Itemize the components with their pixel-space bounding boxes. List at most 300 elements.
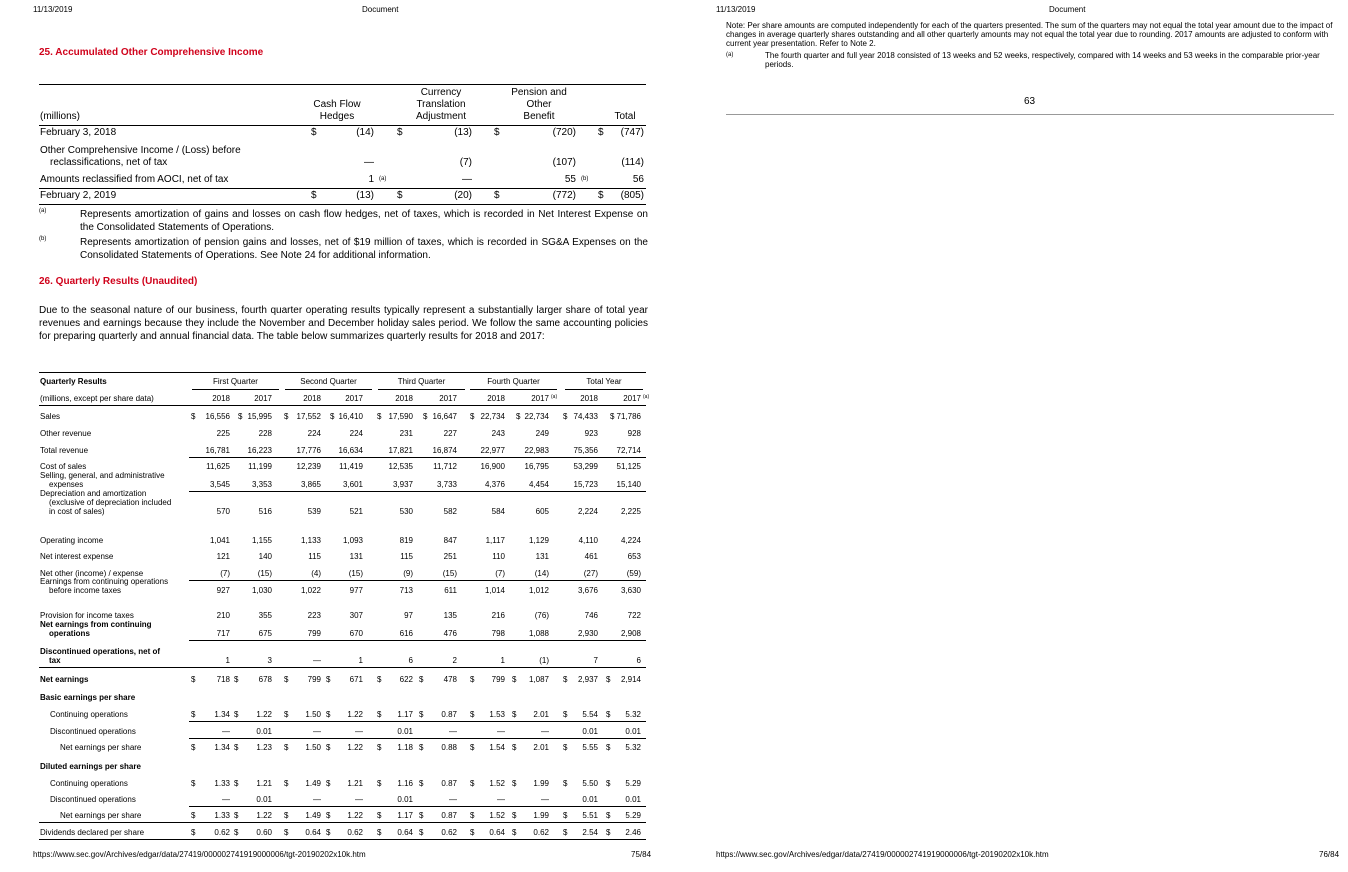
cell-value: 3,676 (577, 586, 598, 595)
dollar-sign: $ (234, 675, 239, 684)
cell-value: 1.50 (305, 710, 321, 719)
cell-value: 1,155 (251, 536, 272, 545)
cell-value: 0.87 (441, 710, 457, 719)
cell-value: 1,088 (528, 629, 549, 638)
section-25-heading: 25. Accumulated Other Comprehensive Income (39, 47, 264, 58)
cell-value: 22,983 (524, 446, 549, 455)
cell-value: 799 (491, 675, 505, 684)
header-rule (39, 405, 646, 406)
year-header: 2018 (395, 394, 413, 403)
cell-value: 0.01 (256, 795, 272, 804)
row-label: Total revenue (40, 446, 89, 455)
dollar-sign: $ (512, 710, 517, 719)
cell-value: 1.52 (489, 811, 505, 820)
cell-value: 1,087 (528, 675, 549, 684)
row-rule (189, 738, 646, 739)
dollar-sign: $ (191, 779, 196, 788)
cell-value: 1.53 (489, 710, 505, 719)
cell-value: 1.22 (256, 811, 272, 820)
row-label: Net earnings (40, 675, 89, 684)
cell-value: 5.32 (625, 710, 641, 719)
dollar-sign: $ (326, 811, 331, 820)
cell-value: 223 (307, 611, 321, 620)
cell-value: (9) (403, 569, 413, 578)
cell-value: 56 (632, 174, 644, 185)
quarter-group-header: First Quarter (213, 377, 258, 386)
cell-value: 16,874 (432, 446, 457, 455)
dollar-sign: $ (419, 779, 424, 788)
row-label: tax (49, 656, 61, 665)
row-rule (189, 640, 646, 641)
cell-value: 0.01 (582, 727, 598, 736)
cell-value: (4) (311, 569, 321, 578)
dollar-sign: $ (423, 412, 428, 421)
row-label: February 2, 2019 (40, 190, 117, 201)
cell-value: 1.54 (489, 743, 505, 752)
cell-value: 131 (349, 552, 363, 561)
cell-value: (15) (348, 569, 363, 578)
cell-value: 6 (636, 656, 641, 665)
cell-value: (7) (495, 569, 505, 578)
table-title: Quarterly Results (40, 377, 107, 386)
row-label: Sales (40, 412, 61, 421)
quarter-group-header: Third Quarter (397, 377, 446, 386)
year-header: 2017 (254, 394, 272, 403)
cell-value: 1.50 (305, 743, 321, 752)
cell-value: — (541, 727, 549, 736)
cell-value: — (222, 727, 230, 736)
cell-value: 355 (258, 611, 272, 620)
cell-value: 17,776 (296, 446, 321, 455)
cell-value: (15) (442, 569, 457, 578)
year-footnote-ref: (a) (551, 394, 558, 400)
dollar-sign: $ (377, 743, 382, 752)
dollar-sign: $ (191, 811, 196, 820)
cell-value: 582 (443, 507, 457, 516)
cell-value: 1,117 (485, 536, 505, 545)
cell-value: 4,224 (620, 536, 641, 545)
cell-value: 17,590 (388, 412, 413, 421)
cell-value: 653 (627, 552, 641, 561)
cell-value: 570 (216, 507, 230, 516)
row-label: Continuing operations (50, 779, 128, 788)
row-label: Basic earnings per share (40, 693, 136, 702)
column-header: Hedges (319, 111, 355, 122)
dollar-sign: $ (377, 412, 382, 421)
cell-value: 819 (399, 536, 413, 545)
row-label: Earnings from continuing operations (40, 577, 169, 586)
cell-value: 15,995 (247, 412, 272, 421)
dollar-sign: $ (234, 828, 239, 837)
dollar-sign: $ (284, 412, 289, 421)
cell-value: 2,930 (577, 629, 598, 638)
cell-value: 16,795 (524, 462, 549, 471)
row-label: Cost of sales (40, 462, 87, 471)
cell-value: 0.87 (441, 811, 457, 820)
cell-value: — (355, 795, 363, 804)
cell-value: 0.01 (397, 795, 413, 804)
cell-value: 16,781 (205, 446, 230, 455)
cell-value: 2.54 (582, 828, 598, 837)
cell-value: 530 (399, 507, 413, 516)
cell-value: 216 (491, 611, 505, 620)
row-label: February 3, 2018 (40, 127, 117, 138)
cell-value: 1,030 (251, 586, 272, 595)
cell-value: 1,012 (528, 586, 549, 595)
footnote-mark: (b) (39, 236, 47, 242)
cell-value: — (313, 727, 321, 736)
cell-value: 249 (535, 429, 549, 438)
cell-value: 678 (258, 675, 272, 684)
cell-value: — (541, 795, 549, 804)
row-label: in cost of sales) (49, 507, 105, 516)
dollar-sign: $ (191, 710, 196, 719)
dollar-sign: $ (563, 743, 568, 752)
column-header: Pension and (511, 87, 567, 98)
cell-value: 75,356 (573, 446, 598, 455)
cell-value: 670 (349, 629, 363, 638)
year-header: 2017 (531, 394, 549, 403)
cell-value: (13) (356, 190, 374, 201)
cell-value: 1.22 (347, 743, 363, 752)
header-date: 11/13/2019 (33, 5, 73, 14)
cell-value: 51,125 (616, 462, 641, 471)
cell-value: (114) (621, 157, 644, 168)
year-header: 2017 (439, 394, 457, 403)
footer-url[interactable]: https://www.sec.gov/Archives/edgar/data/27419/000002741919000006/tgt-20190202x10k.htm (716, 850, 1049, 859)
cell-value: — (355, 727, 363, 736)
year-footnote-ref: (a) (643, 394, 650, 400)
dollar-sign: $ (606, 828, 611, 837)
year-header: 2018 (580, 394, 598, 403)
cell-value: 717 (216, 629, 230, 638)
page-divider (726, 114, 1334, 115)
cell-value: 671 (349, 675, 363, 684)
cell-value: 97 (404, 611, 413, 620)
page-number: 63 (1024, 96, 1036, 107)
dollar-sign: $ (563, 412, 568, 421)
fiscal-weeks-footnote: The fourth quarter and full year 2018 consisted of 13 weeks and 52 weeks, respectively, compared with 14 weeks and 53 weeks in the comparable prior-year periods. (765, 51, 1320, 69)
row-rule (189, 721, 646, 722)
cell-value: 11,625 (206, 462, 230, 471)
row-label: Net earnings from continuing (40, 620, 152, 629)
dollar-sign: $ (512, 811, 517, 820)
row-label: Net earnings per share (60, 743, 142, 752)
cell-value: 16,647 (432, 412, 457, 421)
cell-value: 55 (564, 174, 576, 185)
cell-value: 16,900 (480, 462, 505, 471)
cell-value: 115 (308, 552, 321, 561)
quarterly-intro-paragraph: Due to the seasonal nature of our business, fourth quarter operating results typically represent a substantially larger share of total year revenues and earnings because they include the November and December holiday sales period. We follow the same accounting policies for preparing quarterly and annual financial data. The table below summarizes quarterly results for 2018 and 2017: (39, 305, 648, 342)
cell-value: 675 (258, 629, 272, 638)
cell-value: 799 (307, 629, 321, 638)
cell-value: 798 (491, 629, 505, 638)
cell-value: 135 (443, 611, 457, 620)
cell-value: 1.22 (347, 710, 363, 719)
cell-value: 53,299 (573, 462, 598, 471)
cell-value: — (497, 795, 505, 804)
dollar-sign: $ (516, 412, 521, 421)
cell-value: 12,239 (296, 462, 321, 471)
cell-value: 799 (307, 675, 321, 684)
cell-value: 7 (593, 656, 598, 665)
row-label: (exclusive of depreciation included (49, 498, 172, 507)
row-label: Other revenue (40, 429, 92, 438)
cell-value: (7) (220, 569, 230, 578)
cell-value: 1,129 (528, 536, 549, 545)
cell-value: 2,224 (577, 507, 598, 516)
cell-value: — (449, 795, 457, 804)
cell-value: 2,225 (620, 507, 641, 516)
cell-value: 847 (443, 536, 457, 545)
dollar-sign: $ (419, 675, 424, 684)
table-top-rule (39, 84, 646, 85)
cell-value: — (313, 656, 321, 665)
cell-value: 3,937 (392, 480, 413, 489)
cell-value: 0.62 (347, 828, 363, 837)
dollar-sign: $ (610, 412, 615, 421)
cell-value: 17,821 (388, 446, 413, 455)
dollar-sign: $ (191, 828, 196, 837)
cell-value: — (497, 727, 505, 736)
dollar-sign: $ (284, 743, 289, 752)
cell-value: 1.17 (397, 710, 413, 719)
cell-value: 0.01 (256, 727, 272, 736)
cell-value: 3,733 (436, 480, 457, 489)
dollar-sign: $ (377, 710, 382, 719)
header-title: Document (362, 5, 399, 14)
cell-value: (14) (356, 127, 374, 138)
cell-value: 461 (584, 552, 598, 561)
cell-value: 72,714 (616, 446, 641, 455)
dollar-sign: $ (470, 743, 475, 752)
dollar-sign: $ (326, 743, 331, 752)
dollar-sign: $ (284, 675, 289, 684)
cell-value: 0.87 (441, 779, 457, 788)
quarter-group-header: Total Year (586, 377, 622, 386)
row-label: Selling, general, and administrative (40, 471, 165, 480)
cell-value: 2,908 (620, 629, 641, 638)
dollar-sign: $ (330, 412, 335, 421)
cell-value: 1,014 (484, 586, 505, 595)
row-label: Provision for income taxes (40, 611, 134, 620)
cell-value: (20) (454, 190, 472, 201)
cell-value: 22,734 (524, 412, 549, 421)
dollar-sign: $ (563, 779, 568, 788)
footnote-ref: (b) (581, 176, 589, 182)
header-rule (39, 125, 646, 126)
column-header: Benefit (523, 111, 555, 122)
cell-value: (59) (626, 569, 641, 578)
cell-value: 5.55 (582, 743, 598, 752)
cell-value: 5.51 (582, 811, 598, 820)
row-label: Other Comprehensive Income / (Loss) before (40, 145, 241, 156)
cell-value: 516 (258, 507, 272, 516)
dollar-sign: $ (494, 190, 500, 201)
cell-value: 16,223 (247, 446, 272, 455)
cell-value: 605 (535, 507, 549, 516)
cell-value: 1 (368, 174, 374, 185)
row-label: Dividends declared per share (40, 828, 145, 837)
dollar-sign: $ (606, 779, 611, 788)
year-header: 2018 (212, 394, 230, 403)
dollar-sign: $ (377, 828, 382, 837)
quarter-group-header: Second Quarter (300, 377, 357, 386)
cell-value: 1.22 (347, 811, 363, 820)
dollar-sign: $ (470, 828, 475, 837)
cell-value: 0.62 (533, 828, 549, 837)
row-label: Continuing operations (50, 710, 128, 719)
cell-value: 74,433 (573, 412, 598, 421)
cell-value: 1.49 (305, 779, 321, 788)
dollar-sign: $ (606, 710, 611, 719)
dollar-sign: $ (563, 828, 568, 837)
dollar-sign: $ (563, 811, 568, 820)
cell-value: 1 (500, 656, 505, 665)
cell-value: 11,712 (433, 462, 457, 471)
cell-value: 227 (443, 429, 457, 438)
dollar-sign: $ (284, 710, 289, 719)
dollar-sign: $ (470, 412, 475, 421)
cell-value: 3,630 (620, 586, 641, 595)
cell-value: 521 (349, 507, 363, 516)
dollar-sign: $ (470, 675, 475, 684)
row-label: operations (49, 629, 90, 638)
cell-value: (76) (534, 611, 549, 620)
cell-value: 3 (267, 656, 272, 665)
footnote-ref: (a) (379, 176, 387, 182)
dollar-sign: $ (470, 779, 475, 788)
row-label: Discontinued operations (50, 727, 136, 736)
cell-value: 0.88 (441, 743, 457, 752)
cell-value: (107) (552, 157, 576, 168)
column-header: Total (614, 111, 636, 122)
cell-value: 1.16 (397, 779, 413, 788)
dollar-sign: $ (234, 811, 239, 820)
footnote-text: Represents amortization of gains and losses on cash flow hedges, net of taxes, which is recorded in Net Interest Expense on the Consolidated Statements of Operations. (80, 209, 648, 233)
cell-value: 71,786 (616, 412, 641, 421)
dollar-sign: $ (284, 811, 289, 820)
cell-value: 3,601 (342, 480, 363, 489)
cell-value: 3,545 (209, 480, 230, 489)
dollar-sign: $ (598, 190, 604, 201)
unit-label: (millions) (40, 111, 80, 122)
cell-value: 746 (584, 611, 598, 620)
cell-value: — (222, 795, 230, 804)
cell-value: 927 (216, 586, 230, 595)
dollar-sign: $ (326, 710, 331, 719)
cell-value: 2.46 (625, 828, 641, 837)
cell-value: 1.52 (489, 779, 505, 788)
cell-value: 616 (399, 629, 413, 638)
cell-value: (7) (459, 157, 472, 168)
header-title: Document (1049, 5, 1086, 14)
cell-value: 1.21 (347, 779, 363, 788)
dollar-sign: $ (234, 779, 239, 788)
cell-value: 225 (216, 429, 230, 438)
dollar-sign: $ (598, 127, 604, 138)
cell-value: 6 (408, 656, 413, 665)
cell-value: 5.54 (582, 710, 598, 719)
group-underline (565, 389, 643, 390)
cell-value: 0.62 (441, 828, 457, 837)
cell-value: 1 (358, 656, 363, 665)
cell-value: 231 (399, 429, 413, 438)
year-header: 2018 (303, 394, 321, 403)
cell-value: 2 (452, 656, 457, 665)
footnote-mark: (a) (39, 208, 47, 214)
dollar-sign: $ (512, 743, 517, 752)
dollar-sign: $ (606, 743, 611, 752)
dollar-sign: $ (311, 190, 317, 201)
cell-value: (13) (454, 127, 472, 138)
cell-value: — (313, 795, 321, 804)
cell-value: 0.60 (256, 828, 272, 837)
cell-value: 307 (349, 611, 363, 620)
cell-value: 2.01 (533, 710, 549, 719)
cell-value: 478 (443, 675, 457, 684)
cell-value: 1 (225, 656, 230, 665)
cell-value: 210 (216, 611, 230, 620)
cell-value: 622 (399, 675, 413, 684)
cell-value: 1.22 (256, 710, 272, 719)
column-header: Cash Flow (313, 99, 361, 110)
row-label: Operating income (40, 536, 104, 545)
cell-value: 3,865 (300, 480, 321, 489)
row-rule (189, 491, 646, 492)
dollar-sign: $ (326, 779, 331, 788)
dollar-sign: $ (191, 412, 196, 421)
dollar-sign: $ (284, 828, 289, 837)
cell-value: 17,552 (296, 412, 321, 421)
footer-url[interactable]: https://www.sec.gov/Archives/edgar/data/27419/000002741919000006/tgt-20190202x10k.htm (33, 850, 366, 859)
cell-value: 0.64 (489, 828, 505, 837)
column-header: Adjustment (415, 111, 467, 122)
cell-value: 1.99 (533, 779, 549, 788)
dollar-sign: $ (419, 743, 424, 752)
year-header: 2018 (487, 394, 505, 403)
dollar-sign: $ (512, 675, 517, 684)
row-label: Net interest expense (40, 552, 114, 561)
dollar-sign: $ (377, 675, 382, 684)
dollar-sign: $ (234, 710, 239, 719)
cell-value: 1,093 (342, 536, 363, 545)
cell-value: 11,419 (339, 462, 363, 471)
dollar-sign: $ (606, 811, 611, 820)
cell-value: 0.01 (582, 795, 598, 804)
cell-value: (747) (620, 127, 644, 138)
dollar-sign: $ (494, 127, 500, 138)
cell-value: 713 (399, 586, 413, 595)
year-header: 2017 (623, 394, 641, 403)
cell-value: 243 (491, 429, 505, 438)
cell-value: (27) (583, 569, 598, 578)
cell-value: 2,914 (620, 675, 641, 684)
row-rule (39, 667, 646, 668)
row-rule (39, 822, 646, 823)
cell-value: — (364, 157, 374, 168)
dollar-sign: $ (512, 779, 517, 788)
row-label: Discontinued operations, net of (40, 647, 161, 656)
row-label: Discontinued operations (50, 795, 136, 804)
cell-value: 121 (216, 552, 230, 561)
dollar-sign: $ (311, 127, 317, 138)
group-underline (470, 389, 557, 390)
dollar-sign: $ (606, 675, 611, 684)
row-rule (189, 457, 646, 458)
cell-value: 1.33 (214, 779, 230, 788)
dollar-sign: $ (284, 779, 289, 788)
